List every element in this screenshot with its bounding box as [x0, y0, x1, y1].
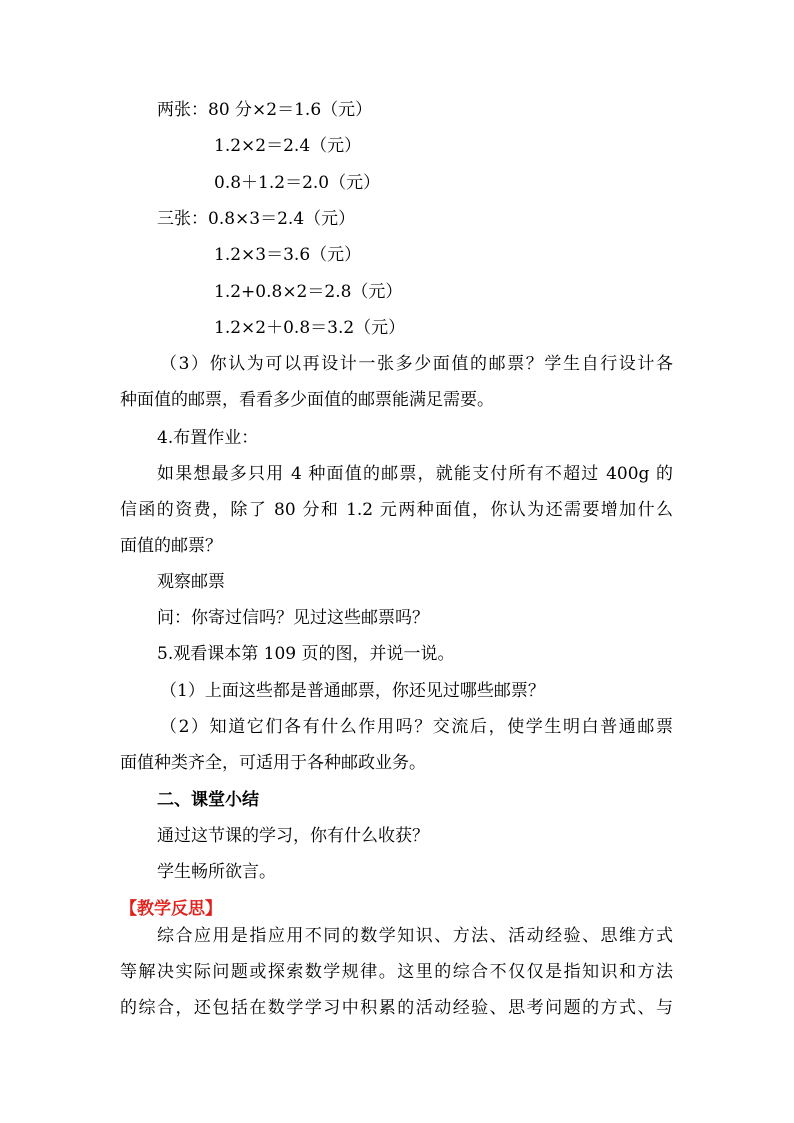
- calc-two-line-1: [157, 98, 372, 122]
- reflection-line-3: 的综合，还包括在数学学习中积累的活动经验、思考问题的方式、与: [120, 998, 673, 1018]
- calc-three-label: 三张：: [157, 209, 208, 229]
- reflection-line-1: 综合应用是指应用不同的数学知识、方法、活动经验、思维方式: [157, 926, 673, 946]
- step5-question-2-line-1: （2）知道它们各有什么作用吗？交流后，使学生明白普通邮票: [160, 717, 673, 737]
- homework-heading: 4.布置作业：: [157, 428, 259, 448]
- step5-question-2-line-2: 面值种类齐全，可适用于各种邮政业务。: [120, 753, 426, 773]
- calc-three-line-1: [157, 207, 355, 231]
- item3-line-1: （3）你认为可以再设计一张多少面值的邮票？学生自行设计各: [160, 354, 673, 374]
- calc-two-expression-3: 0.8＋1.2＝2.0（元）: [214, 173, 381, 193]
- homework-line-1: 如果想最多只用 4 种面值的邮票，就能支付所有不超过 400g 的: [157, 464, 673, 484]
- reflection-line-2: 等解决实际问题或探索数学规律。这里的综合不仅仅是指知识和方法: [120, 962, 673, 982]
- step5-heading: 5.观看课本第 109 页的图，并说一说。: [157, 644, 455, 664]
- step5-question-1: （1）上面这些都是普通邮票，你还见过哪些邮票？: [160, 681, 545, 701]
- homework-line-3: 面值的邮票？: [120, 536, 222, 556]
- calc-three-expression-3: 1.2+0.8×2＝2.8（元）: [214, 282, 403, 302]
- calc-three-expression-1: 0.8×3＝2.4（元）: [208, 209, 356, 229]
- calc-two-expression-1: 80 分×2＝1.6（元）: [208, 100, 373, 120]
- reflection-heading: 【教学反思】: [120, 899, 222, 919]
- homework-line-2: 信函的资费，除了 80 分和 1.2 元两种面值，你认为还需要增加什么: [120, 500, 673, 520]
- summary-heading: 二、课堂小结: [157, 790, 259, 810]
- observe-title: 观察邮票: [157, 572, 225, 592]
- summary-line-1: 通过这节课的学习，你有什么收获？: [157, 826, 429, 846]
- calc-three-expression-4: 1.2×2＋0.8＝3.2（元）: [214, 318, 406, 338]
- calc-two-expression-2: 1.2×2＝2.4（元）: [214, 136, 362, 156]
- calc-three-expression-2: 1.2×3＝3.6（元）: [214, 245, 362, 265]
- calc-two-label: 两张：: [157, 100, 208, 120]
- item3-line-2: 种面值的邮票，看看多少面值的邮票能满足需要。: [120, 390, 494, 410]
- summary-line-2: 学生畅所欲言。: [157, 862, 276, 882]
- observe-question: 问：你寄过信吗？见过这些邮票吗？: [157, 608, 429, 628]
